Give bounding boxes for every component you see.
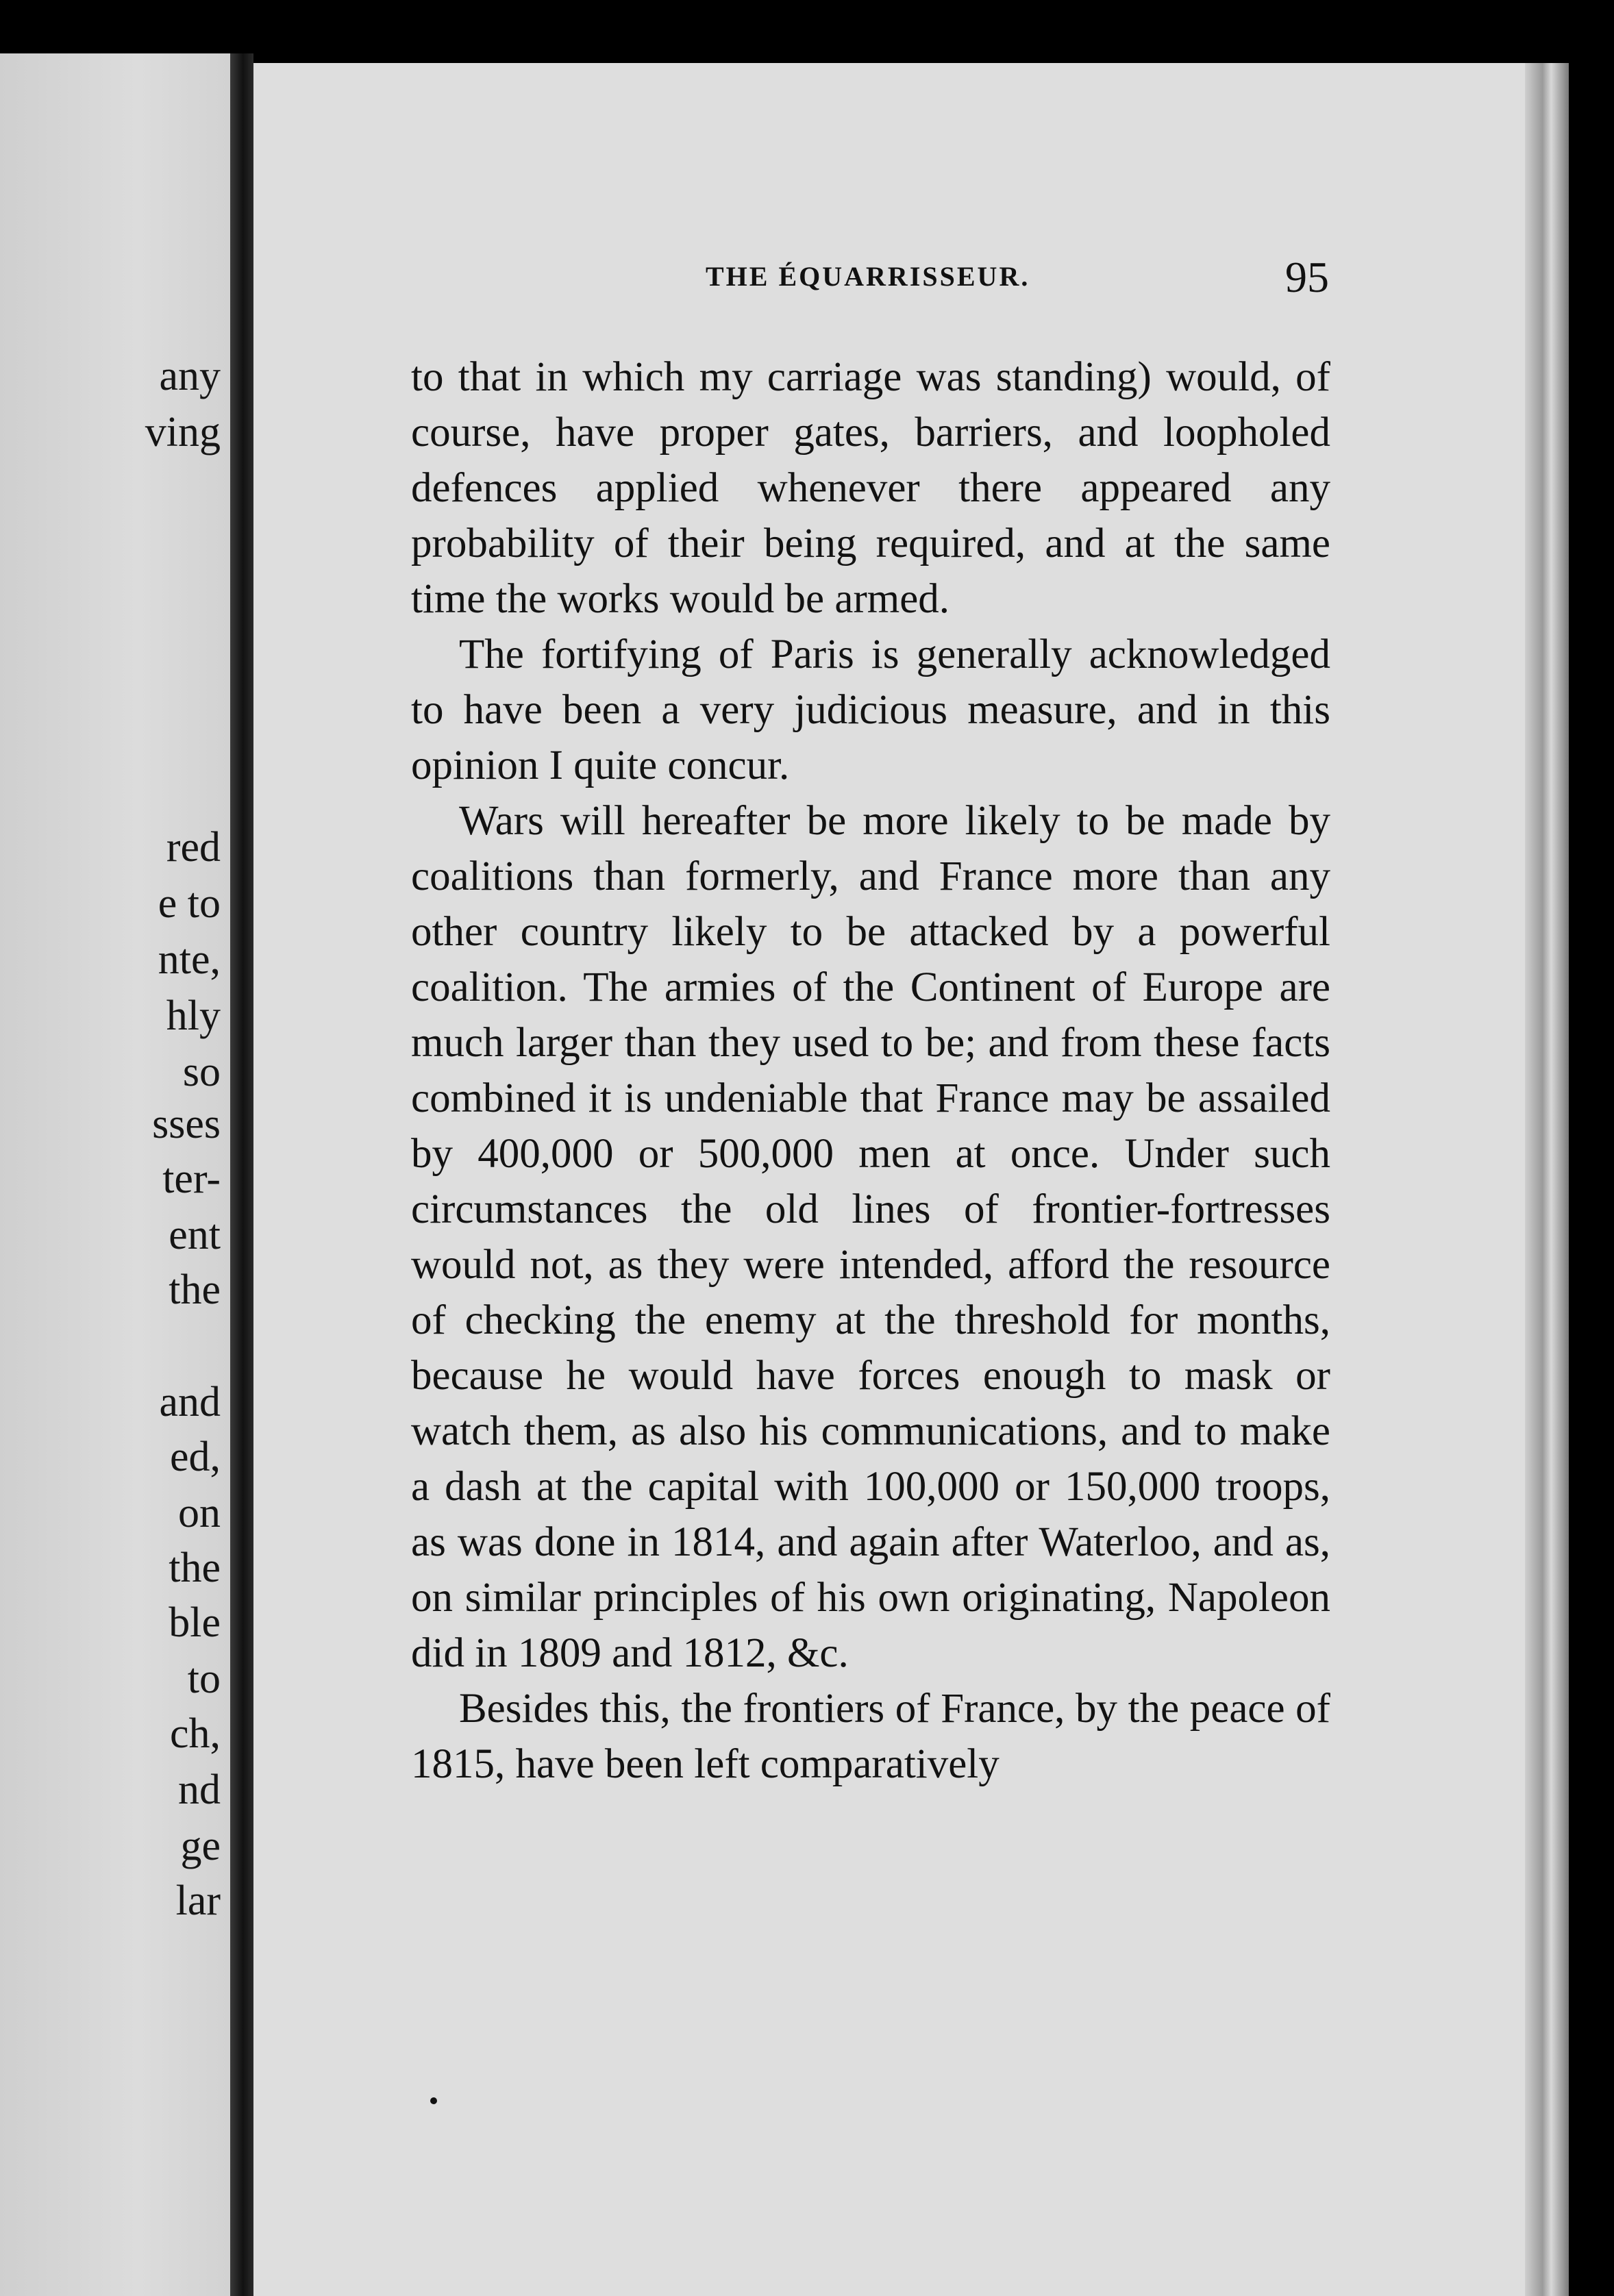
- left-page-line: ed,: [169, 1434, 221, 1480]
- left-page-line: sses: [152, 1101, 221, 1147]
- body-text: [411, 349, 1330, 1792]
- left-page-line: any: [159, 353, 221, 399]
- left-page-fragment: [0, 53, 230, 2296]
- left-page-line: ch,: [169, 1710, 221, 1757]
- ink-speck: [430, 2097, 437, 2104]
- left-page-line: red: [166, 824, 221, 871]
- page-number: 95: [1285, 253, 1329, 301]
- left-page-line: ving: [145, 409, 221, 456]
- left-page-line: ble: [169, 1599, 221, 1646]
- paragraph: to that in which my carriage was standing) would, of course, have proper gates, barriers, and loopholed defences applied whenever there appeared any probability of their being required, and at the same time the works would be armed.: [411, 354, 1330, 622]
- left-page-line: on: [178, 1490, 221, 1536]
- book-gutter: [230, 53, 253, 2296]
- left-page-line: hly: [166, 993, 221, 1039]
- paragraph: Wars will hereafter be more likely to be made by coalitions than formerly, and France more than any other country likely to be attacked by a powerful coalition. The armies of the Continent of Europe are much larger than they used to be; and from these facts combined it is undeniable that France may be assailed by 400,000 or 500,000 men at once. Under such circumstances the old lines of frontier-fortresses would not, as they were intended, afford the resource of checking the enemy at the threshold for months, because he would have forces enough to mask or watch them, as also his communications, and to make a dash at the capital with 100,000 or 150,000 troops, as was done in 1814, and again after Waterloo, and as, on similar principles of his own originating, Napoleon did in 1809 and 1812, &c.: [411, 798, 1330, 1676]
- paragraph: Besides this, the frontiers of France, by the peace of 1815, have been left comparatively: [411, 1686, 1330, 1787]
- page-edge: [1525, 63, 1569, 2296]
- left-page-line: the: [169, 1266, 221, 1313]
- left-page-line: nte,: [158, 936, 221, 983]
- left-page-line: the: [169, 1545, 221, 1591]
- paragraph: The fortifying of Paris is generally acknowledged to have been a very judicious measure, and in this opinion I quite concur.: [411, 632, 1330, 788]
- left-page-line: ent: [169, 1212, 221, 1258]
- left-page-line: ter-: [162, 1156, 221, 1202]
- left-page-line: ge: [180, 1823, 221, 1869]
- running-title: THE ÉQUARRISSEUR.: [706, 261, 1030, 292]
- left-page-line: nd: [178, 1767, 221, 1813]
- left-page-line: e to: [158, 880, 221, 927]
- left-page-line: and: [159, 1379, 221, 1425]
- left-page-line: lar: [175, 1877, 221, 1924]
- left-page-line: so: [182, 1049, 221, 1095]
- running-header: [411, 253, 1329, 308]
- left-page-line: to: [187, 1656, 221, 1702]
